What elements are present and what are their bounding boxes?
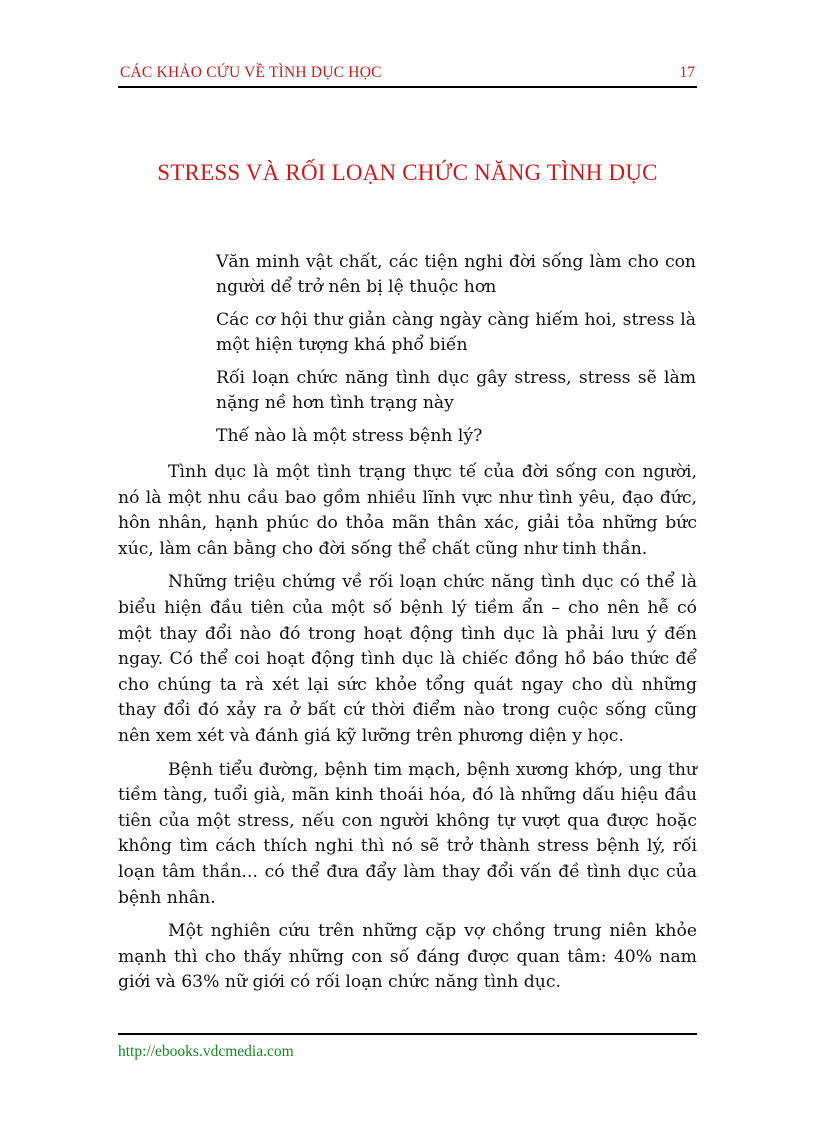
epigraph-line: Các cơ hội thư giản càng ngày càng hiếm hoi, stress là một hiện tượng khá phổ biến: [216, 310, 696, 355]
epigraph: [216, 250, 696, 457]
running-title: CÁC KHẢO CỨU VỀ TÌNH DỤC HỌC: [120, 64, 382, 81]
epigraph-line: Văn minh vật chất, các tiện nghi đời sống làm cho con người dể trở nên bị lệ thuộc hơn: [216, 252, 696, 297]
body-paragraph: Bệnh tiểu đường, bệnh tim mạch, bệnh xương khớp, ung thư tiềm tàng, tuổi già, mãn kinh thoái hóa, đó là những dấu hiệu đầu tiên của một stress, nếu con người không tự vượt qua được hoặc không tìm cách thích nghi thì nó sẽ trở thành stress bệnh lý, rối loạn tâm thần... có thể đưa đẩy làm thay đổi vấn đề tình dục của bệnh nhân.: [118, 759, 697, 908]
body-paragraph: Tình dục là một tình trạng thực tế của đời sống con người, nó là một nhu cầu bao gồm nhiều lĩnh vực như tình yêu, đạo đức, hôn nhân, hạnh phúc do thỏa mãn thân xác, giải tỏa những bức xúc, làm cân bằng cho đời sống thể chất cũng như tinh thần.: [118, 462, 697, 559]
body-paragraph: Một nghiên cứu trên những cặp vợ chồng trung niên khỏe mạnh thì cho thấy những con số đáng được quan tâm: 40% nam giới và 63% nữ giới có rối loạn chức năng tình dục.: [118, 921, 697, 993]
running-header: [118, 62, 697, 88]
epigraph-line: Thế nào là một stress bệnh lý?: [216, 426, 483, 446]
page-number: 17: [679, 64, 695, 81]
footer-divider: [118, 1033, 697, 1035]
chapter-title: STRESS VÀ RỐI LOẠN CHỨC NĂNG TÌNH DỤC: [157, 160, 658, 185]
footer-url-link[interactable]: http://ebooks.vdcmedia.com: [118, 1043, 294, 1060]
body-paragraph: Những triệu chứng về rối loạn chức năng tình dục có thể là biểu hiện đầu tiên của một số bệnh lý tiềm ẩn – cho nên hễ có một thay đổi nào đó trong hoạt động tình dục là phải lưu ý đến ngay. Có thể coi hoạt động tình dục là chiếc đồng hồ báo thức để cho chúng ta rà xét lại sức khỏe tổng quát ngay cho dù những thay đổi đó xảy ra ở bất cứ thời điểm nào trong cuộc sống cũng nên xem xét và đánh giá kỹ lưỡng trên phương diện y học.: [118, 572, 697, 746]
epigraph-line: Rối loạn chức năng tình dục gây stress, stress sẽ làm nặng nề hơn tình trạng này: [216, 368, 696, 413]
body-text: [118, 460, 697, 1004]
